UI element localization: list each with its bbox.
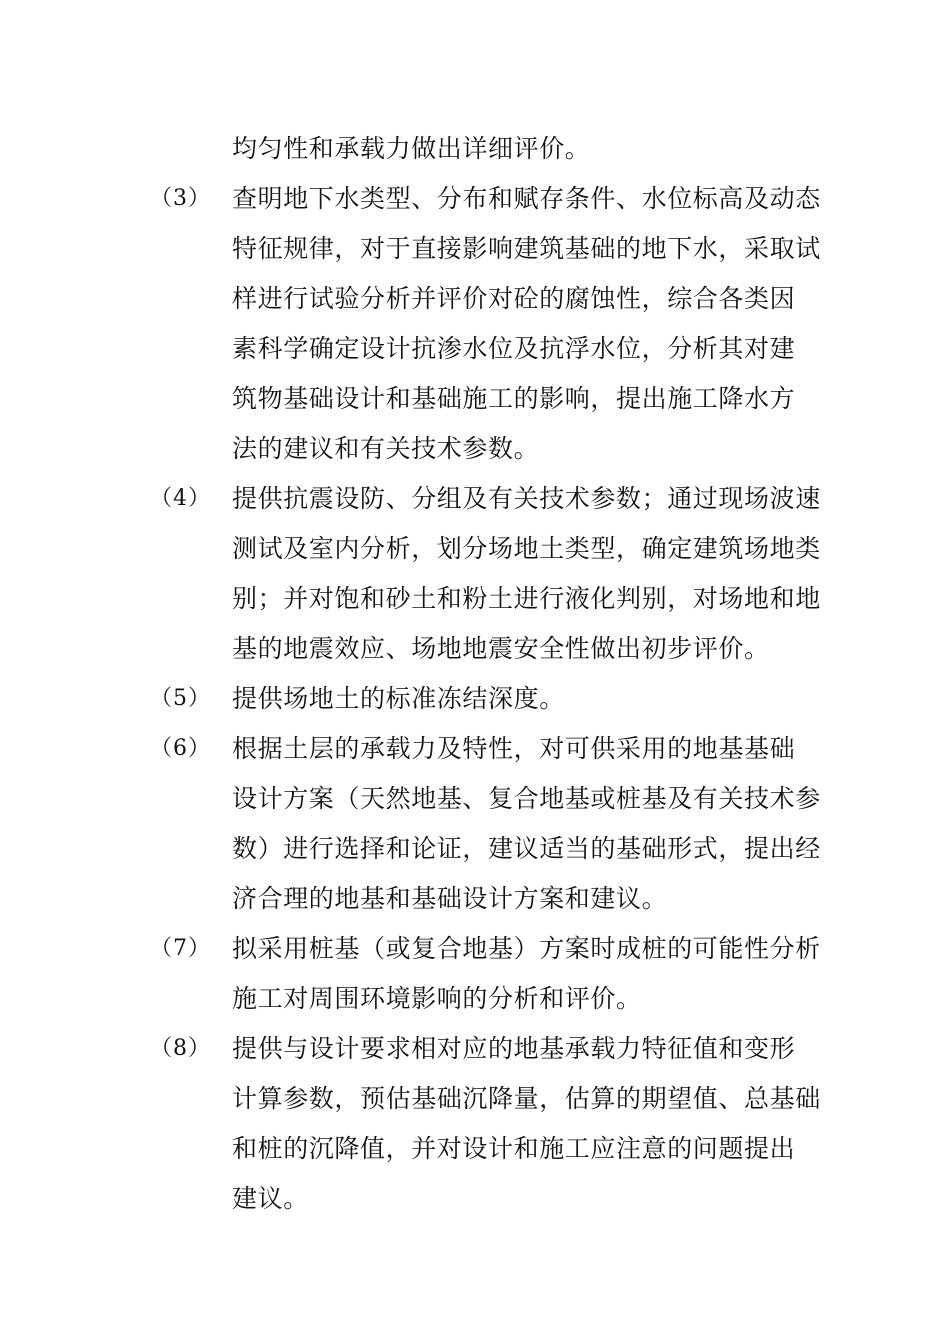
document-body [150,124,830,1224]
text-line [150,424,830,474]
text-line [150,624,830,674]
text-line [150,974,830,1024]
line-text: 数）进行选择和论证，建议适当的基础形式，提出经 [232,834,821,863]
text-line [150,674,830,724]
item-number [150,374,232,424]
line-text: 提供抗震设防、分组及有关技术参数；通过现场波速 [232,484,821,513]
text-line [150,374,830,424]
text-line [150,1024,830,1074]
text-line [150,124,830,174]
line-text: 测试及室内分析，划分场地土类型，确定建筑场地类 [232,534,821,563]
item-number [150,1174,232,1224]
item-number [150,974,232,1024]
item-number [150,524,232,574]
text-line [150,524,830,574]
line-text: 提供场地土的标准冻结深度。 [232,684,565,713]
item-number [150,424,232,474]
text-line [150,324,830,374]
item-number: （3） [150,186,211,211]
item-number: （8） [150,1036,211,1061]
line-text: 和桩的沉降值，并对设计和施工应注意的问题提出 [232,1134,796,1163]
text-line [150,874,830,924]
text-line [150,224,830,274]
item-number [150,224,232,274]
line-text: 特征规律，对于直接影响建筑基础的地下水，采取试 [232,234,821,263]
text-line [150,474,830,524]
item-number: （7） [150,936,211,961]
item-number [150,324,232,374]
line-text: 拟采用桩基（或复合地基）方案时成桩的可能性分析 [232,934,821,963]
line-text: 基的地震效应、场地地震安全性做出初步评价。 [232,634,770,663]
text-line [150,774,830,824]
line-text: 法的建议和有关技术参数。 [232,434,540,463]
item-number [150,124,232,174]
line-text: 样进行试验分析并评价对砼的腐蚀性，综合各类因 [232,284,796,313]
line-text: 查明地下水类型、分布和赋存条件、水位标高及动态 [232,184,821,213]
item-number [150,274,232,324]
line-text: 施工对周围环境影响的分析和评价。 [232,984,642,1013]
item-number: （4） [150,486,211,511]
item-number [150,1124,232,1174]
text-line [150,724,830,774]
line-text: 素科学确定设计抗渗水位及抗浮水位，分析其对建 [232,334,796,363]
line-text: 计算参数，预估基础沉降量，估算的期望值、总基础 [232,1084,821,1113]
text-line [150,1074,830,1124]
line-text: 筑物基础设计和基础施工的影响，提出施工降水方 [232,384,796,413]
line-text: 提供与设计要求相对应的地基承载力特征值和变形 [232,1034,796,1063]
text-line [150,574,830,624]
text-line [150,174,830,224]
text-line [150,1174,830,1224]
item-number: （6） [150,736,211,761]
text-line [150,1124,830,1174]
item-number [150,624,232,674]
line-text: 别；并对饱和砂土和粉土进行液化判别，对场地和地 [232,584,821,613]
line-text: 根据土层的承载力及特性，对可供采用的地基基础 [232,734,796,763]
item-number [150,774,232,824]
item-number [150,1074,232,1124]
line-text: 设计方案（天然地基、复合地基或桩基及有关技术参 [232,784,821,813]
text-line [150,824,830,874]
line-text: 济合理的地基和基础设计方案和建议。 [232,884,668,913]
item-number [150,574,232,624]
item-number [150,874,232,924]
line-text: 均匀性和承载力做出详细评价。 [232,134,591,163]
item-number: （5） [150,686,211,711]
text-line [150,924,830,974]
line-text: 建议。 [232,1184,309,1213]
text-line [150,274,830,324]
item-number [150,824,232,874]
